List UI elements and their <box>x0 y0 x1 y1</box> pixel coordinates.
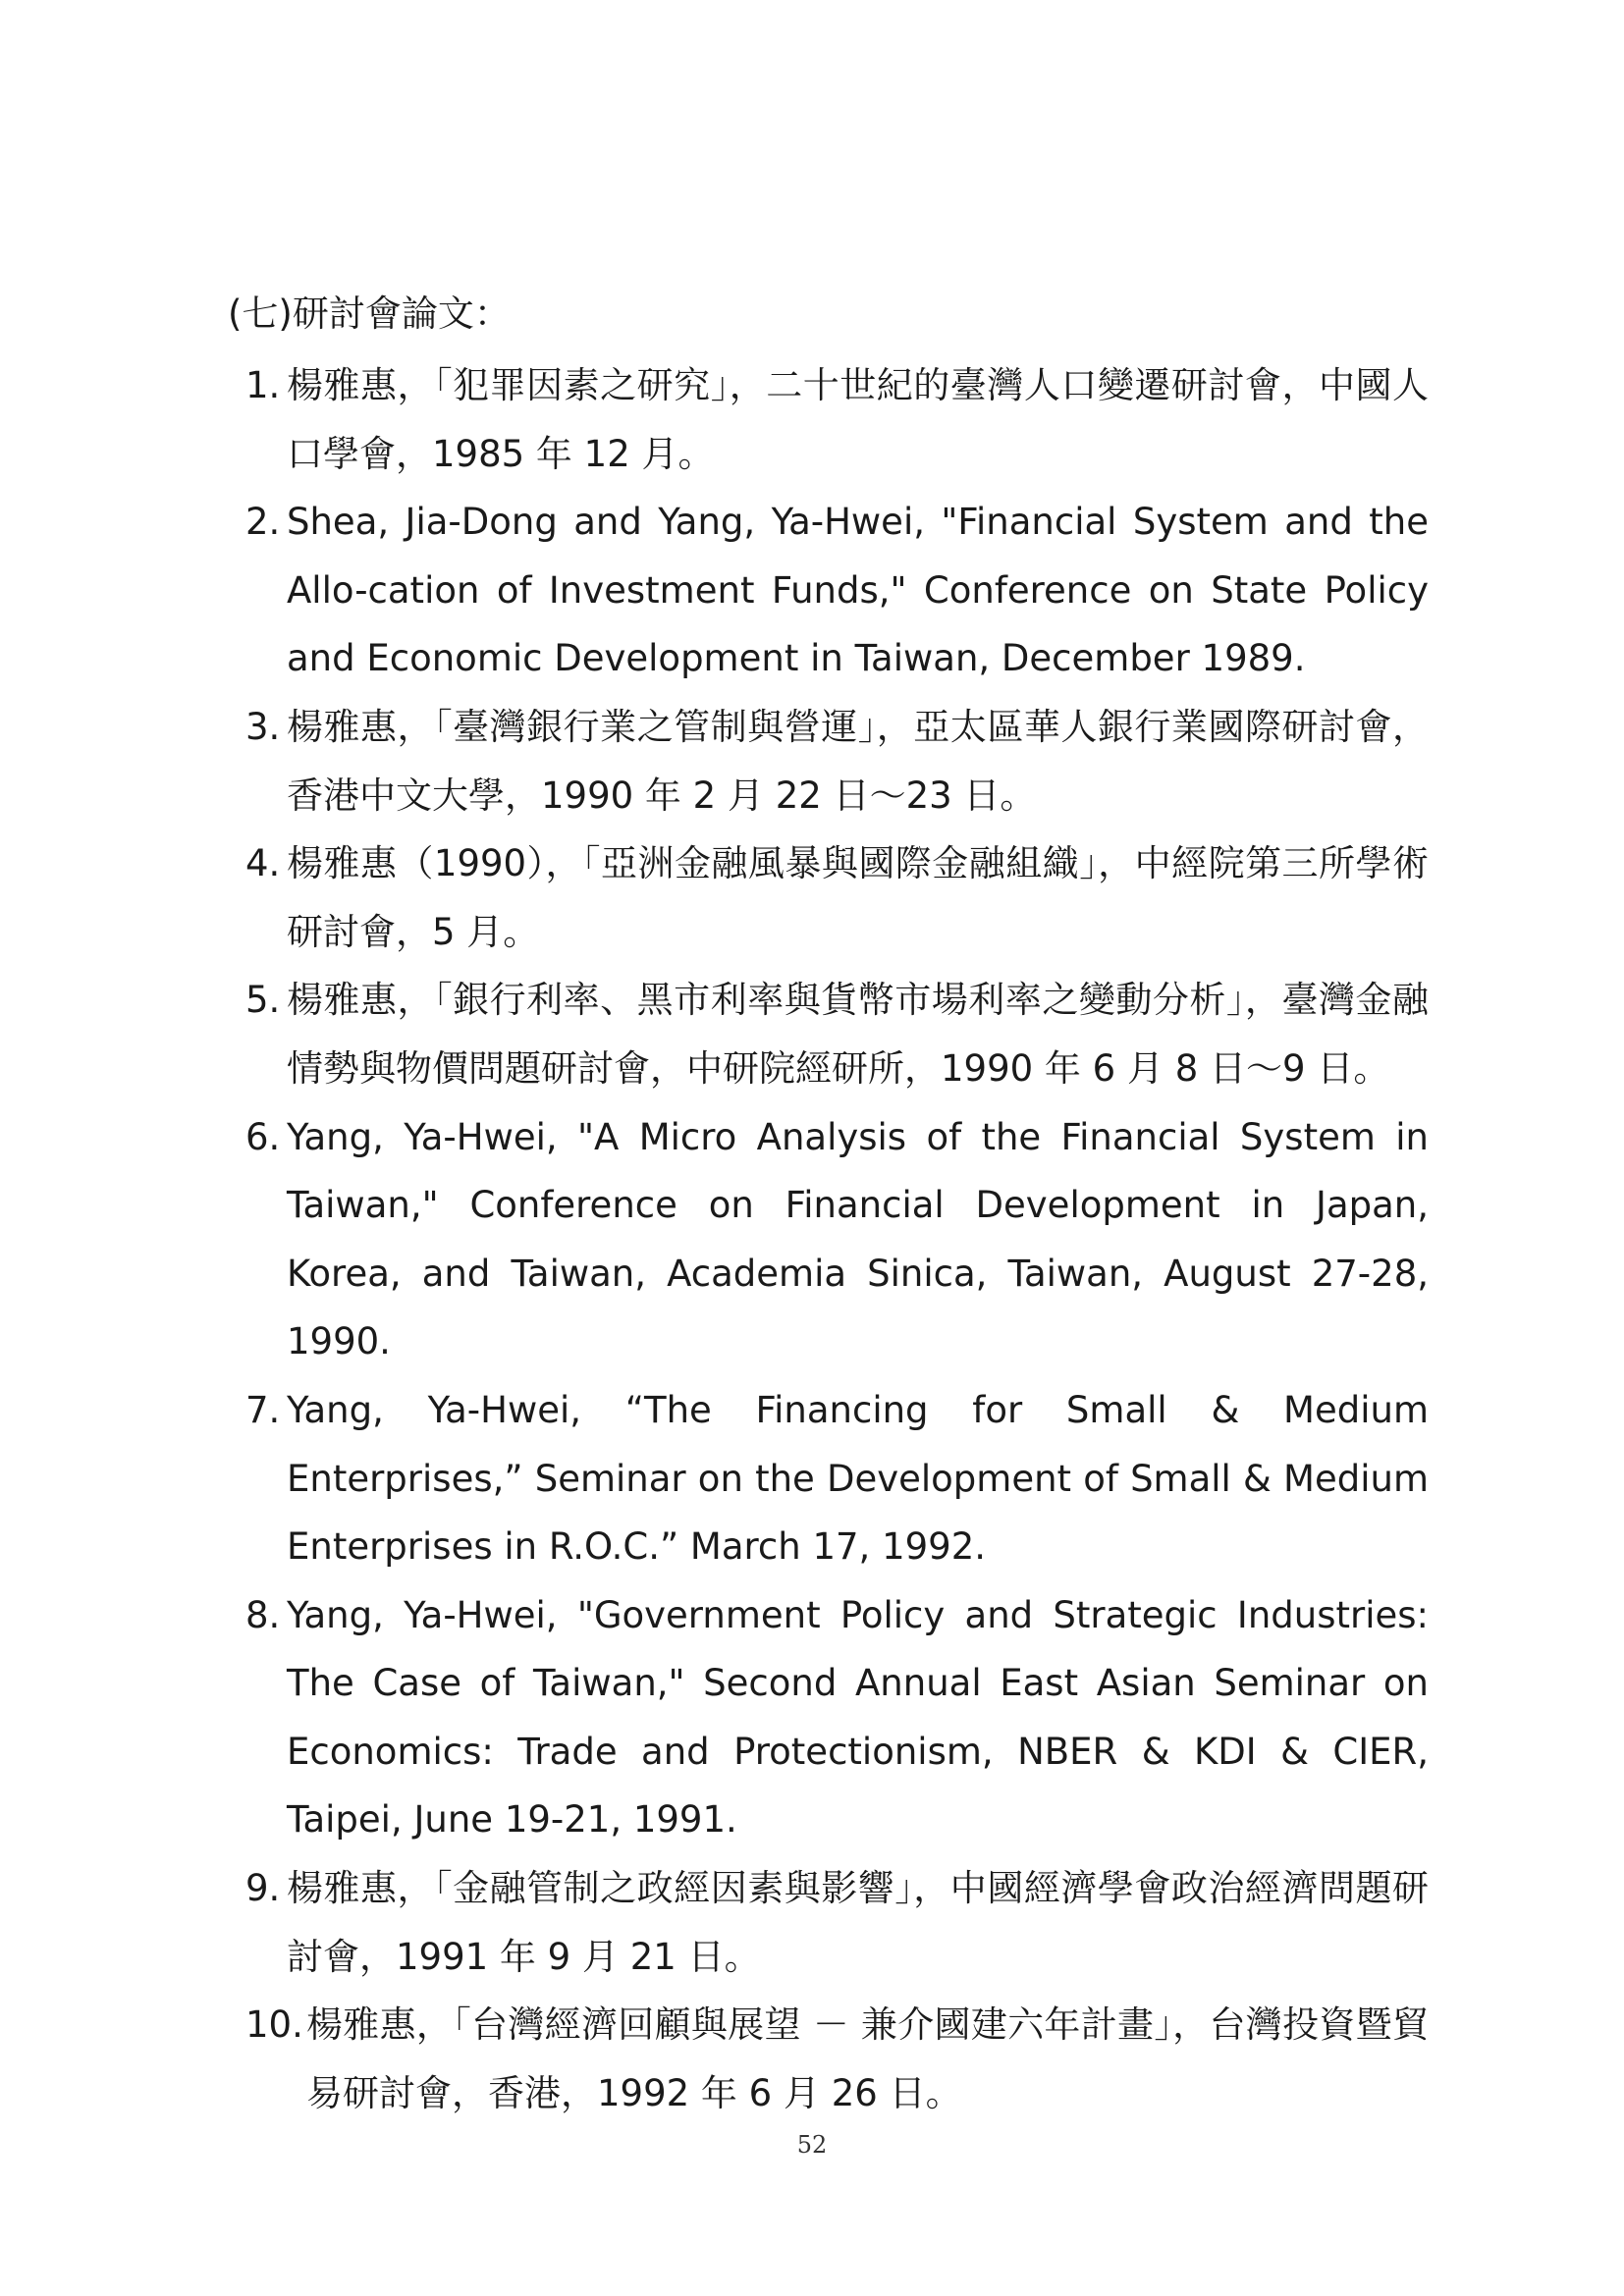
entry-number: 1. <box>245 364 281 406</box>
list-item <box>245 966 1429 1102</box>
entry-text: 楊雅惠，「台灣經濟回顧與展望 － 兼介國建六年計畫」，台灣投資暨貿易研討會，香港，1992 年 6 月 26 日。 <box>306 2003 1429 2114</box>
list-item <box>245 829 1429 966</box>
entry-number: 10. <box>245 2003 303 2047</box>
entry-number: 5. <box>245 979 281 1022</box>
entry-number: 8. <box>245 1593 281 1636</box>
entry-number: 3. <box>245 705 281 748</box>
entry-text: Yang, Ya-Hwei, "A Micro Analysis of the Financial System in Taiwan," Conference on Financial Development in Japan, Korea, and Taiwan, Academia Sinica, Taiwan, August 27-28, 1990. <box>287 1115 1429 1363</box>
list-item <box>245 1581 1429 1854</box>
conference-paper-list <box>245 351 1429 2127</box>
entry-number: 2. <box>245 501 281 544</box>
entry-number: 9. <box>245 1867 281 1910</box>
entry-text: 楊雅惠，「犯罪因素之研究」，二十世紀的臺灣人口變遷研討會，中國人口學會，1985 年 12 月。 <box>287 364 1429 475</box>
list-item <box>245 488 1429 693</box>
entry-text: 楊雅惠，「金融管制之政經因素與影響」，中國經濟學會政治經濟問題研討會，1991 年 9 月 21 日。 <box>287 1867 1429 1978</box>
entry-text: 楊雅惠，「臺灣銀行業之管制與營運」，亞太區華人銀行業國際研討會，香港中文大學，1990 年 2 月 22 日～23 日。 <box>287 705 1429 817</box>
page-number: 52 <box>796 2131 828 2159</box>
entry-text: Yang, Ya-Hwei, “The Financing for Small & Medium Enterprises,” Seminar on the Development of Small & Medium Enterprises in R.O.C.” March 17, 1992. <box>287 1388 1429 1569</box>
list-item <box>245 1854 1429 1991</box>
entry-number: 7. <box>245 1388 281 1431</box>
entry-number: 6. <box>245 1115 281 1158</box>
list-item <box>245 351 1429 488</box>
list-item <box>245 693 1429 829</box>
entry-text: Yang, Ya-Hwei, "Government Policy and Strategic Industries: The Case of Taiwan," Second Annual East Asian Seminar on Economics: Trade and Protectionism, NBER & KDI & CIER, Taipei, June 19-21, 1991. <box>287 1593 1429 1842</box>
list-item <box>245 1991 1429 2127</box>
entry-text: 楊雅惠，「銀行利率、黑市利率與貨幣市場利率之變動分析」，臺灣金融情勢與物價問題研討會，中研院經研所，1990 年 6 月 8 日～9 日。 <box>287 979 1429 1090</box>
entry-text: Shea, Jia-Dong and Yang, Ya-Hwei, "Financial System and the Allo-cation of Investment Funds," Conference on State Policy and Economic Development in Taiwan, December 1989. <box>287 501 1429 680</box>
list-item <box>245 1103 1429 1376</box>
entry-text: 楊雅惠（1990），「亞洲金融風暴與國際金融組織」，中經院第三所學術研討會，5 月。 <box>287 842 1429 953</box>
entry-number: 4. <box>245 842 281 885</box>
section-heading: (七)研討會論文： <box>228 293 511 335</box>
list-item <box>245 1376 1429 1581</box>
